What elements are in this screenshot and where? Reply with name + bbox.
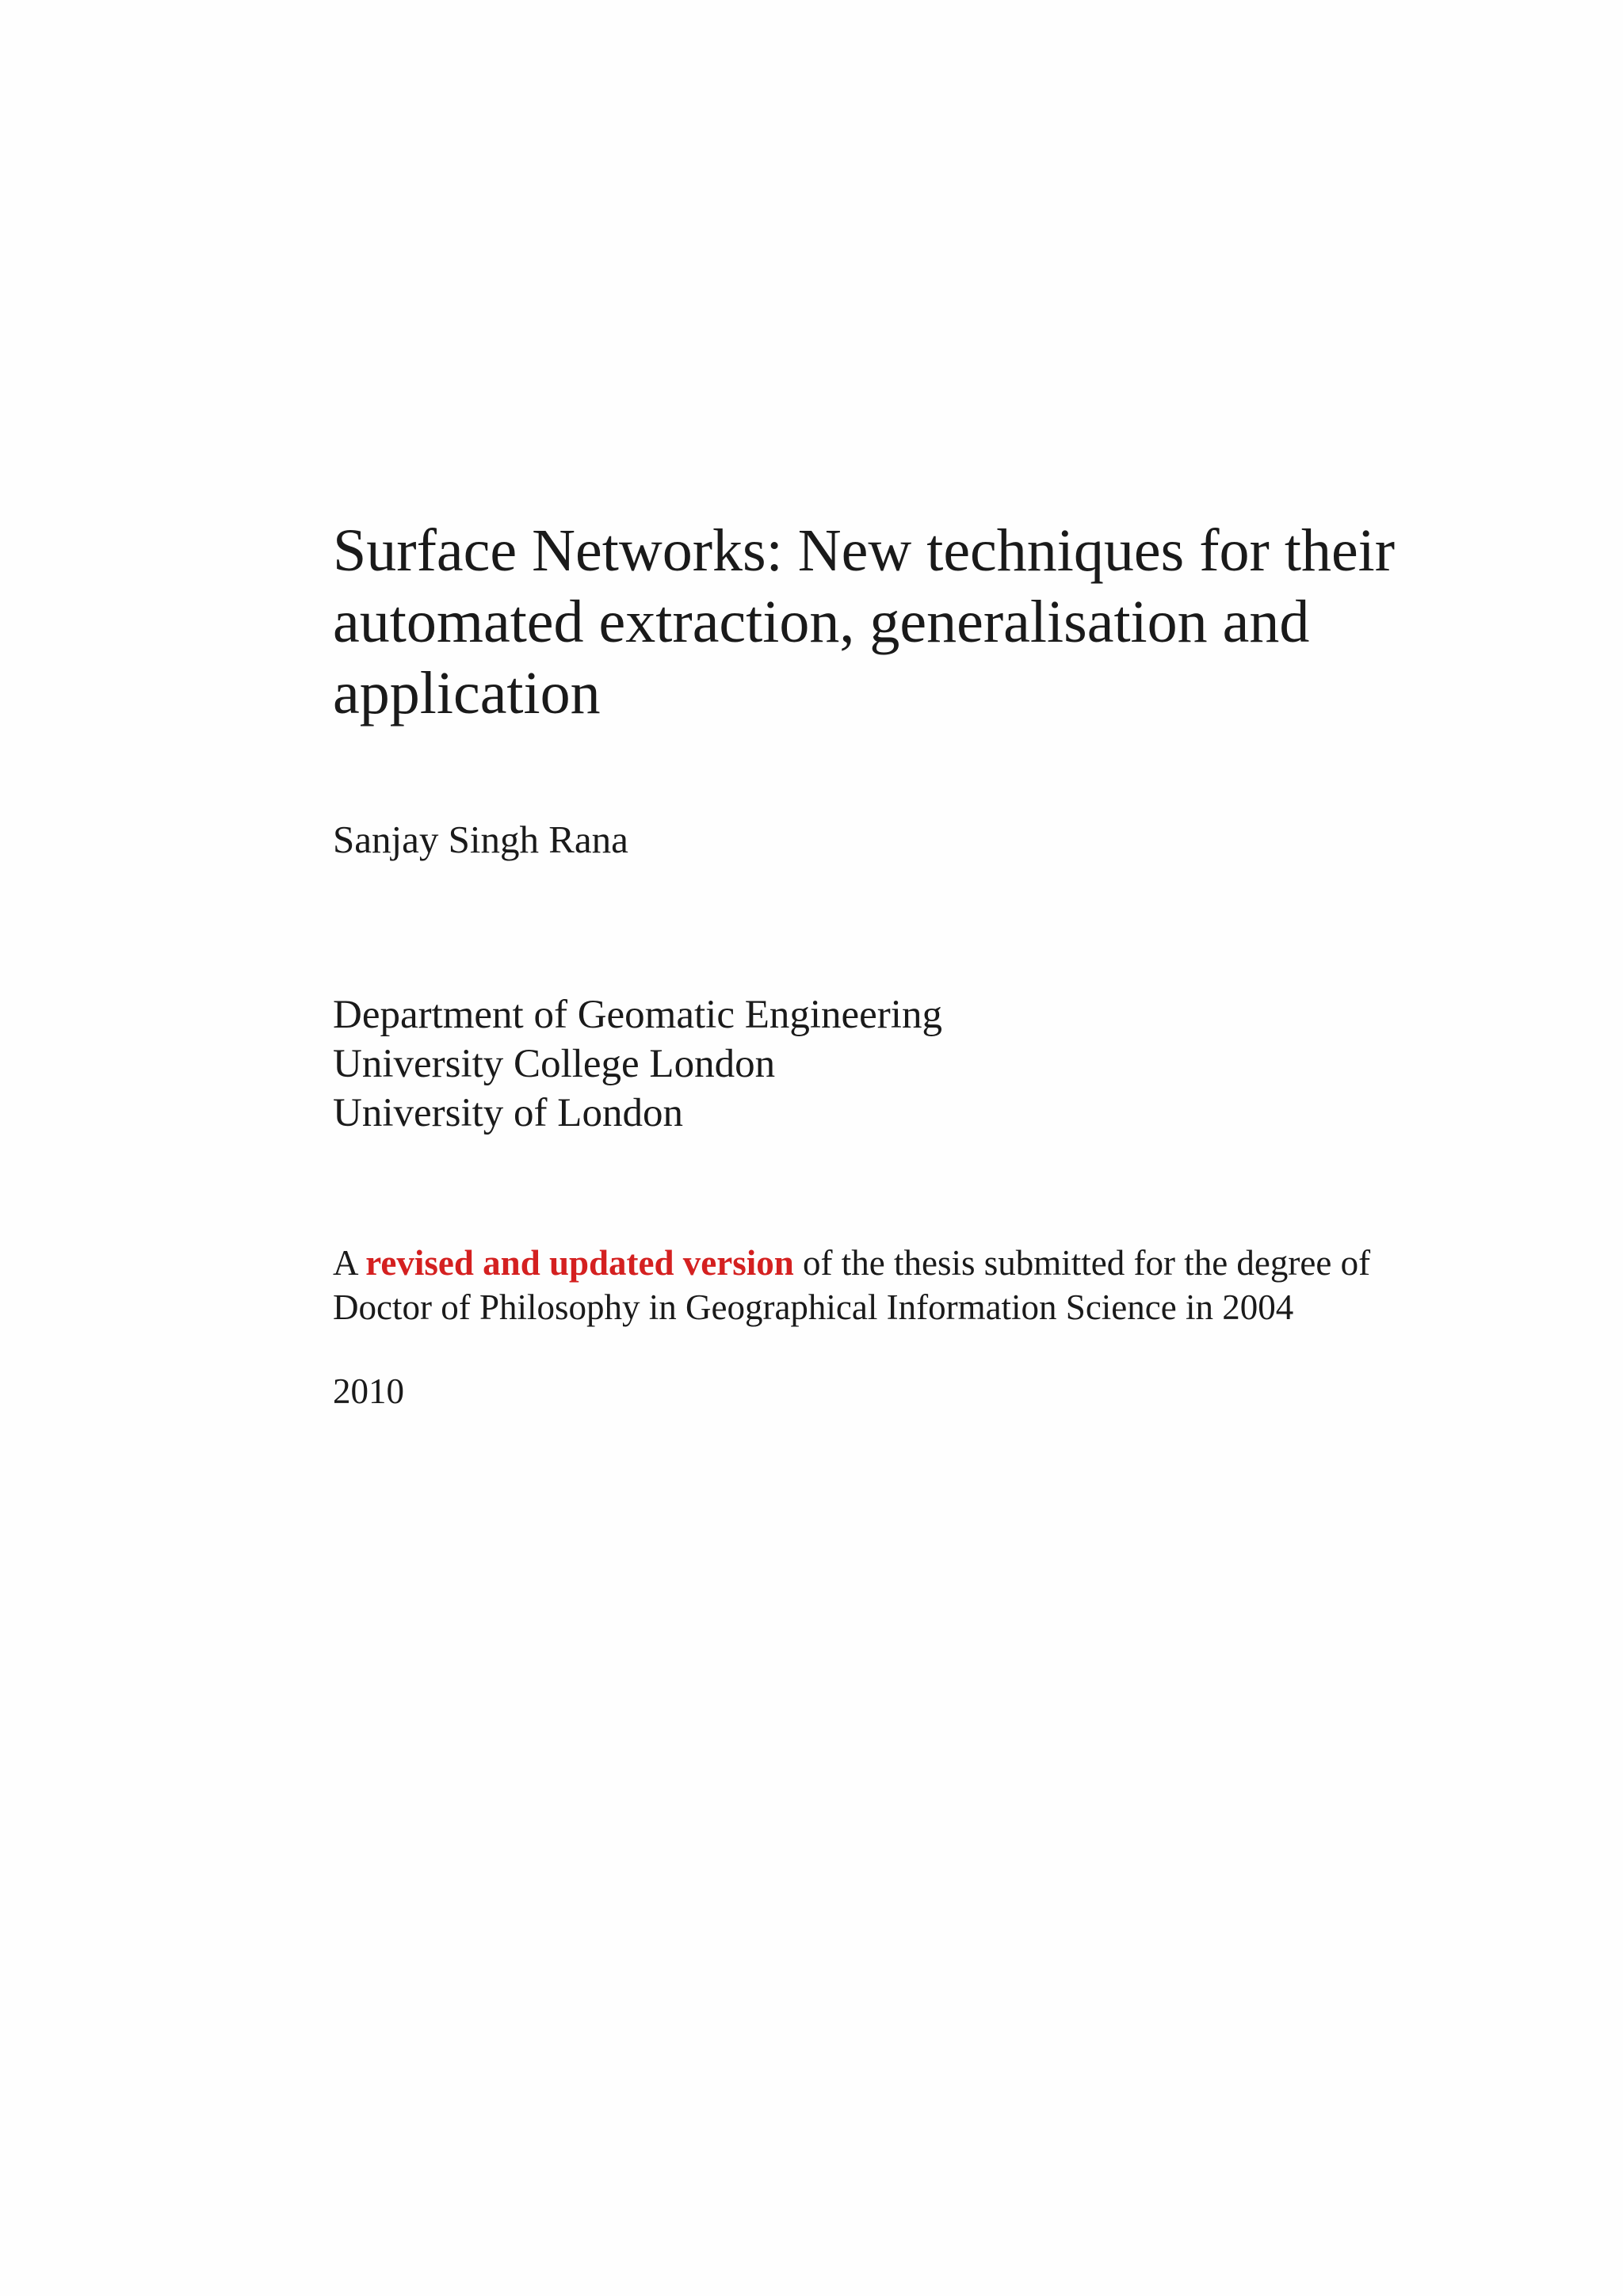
submission-note [333, 1241, 1522, 1329]
university-name: University of London [333, 1091, 683, 1135]
publication-year: 2010 [333, 1371, 404, 1411]
note-line1-rest: of the thesis submitted for the degree of [793, 1243, 1371, 1283]
title-page-content [333, 515, 1522, 1413]
thesis-title: Surface Networks: New techniques for their automated extraction, generalisation and application [333, 517, 1396, 727]
college-name: University College London [333, 1042, 776, 1086]
note-highlight: revised and updated version [365, 1243, 794, 1283]
note-line2: Doctor of Philosophy in Geographical Information Science in 2004 [333, 1287, 1294, 1327]
note-prefix: A [333, 1243, 366, 1283]
author-name: Sanjay Singh Rana [333, 818, 628, 861]
affiliation-block [333, 990, 1522, 1138]
department-name: Department of Geomatic Engineering [333, 993, 942, 1037]
